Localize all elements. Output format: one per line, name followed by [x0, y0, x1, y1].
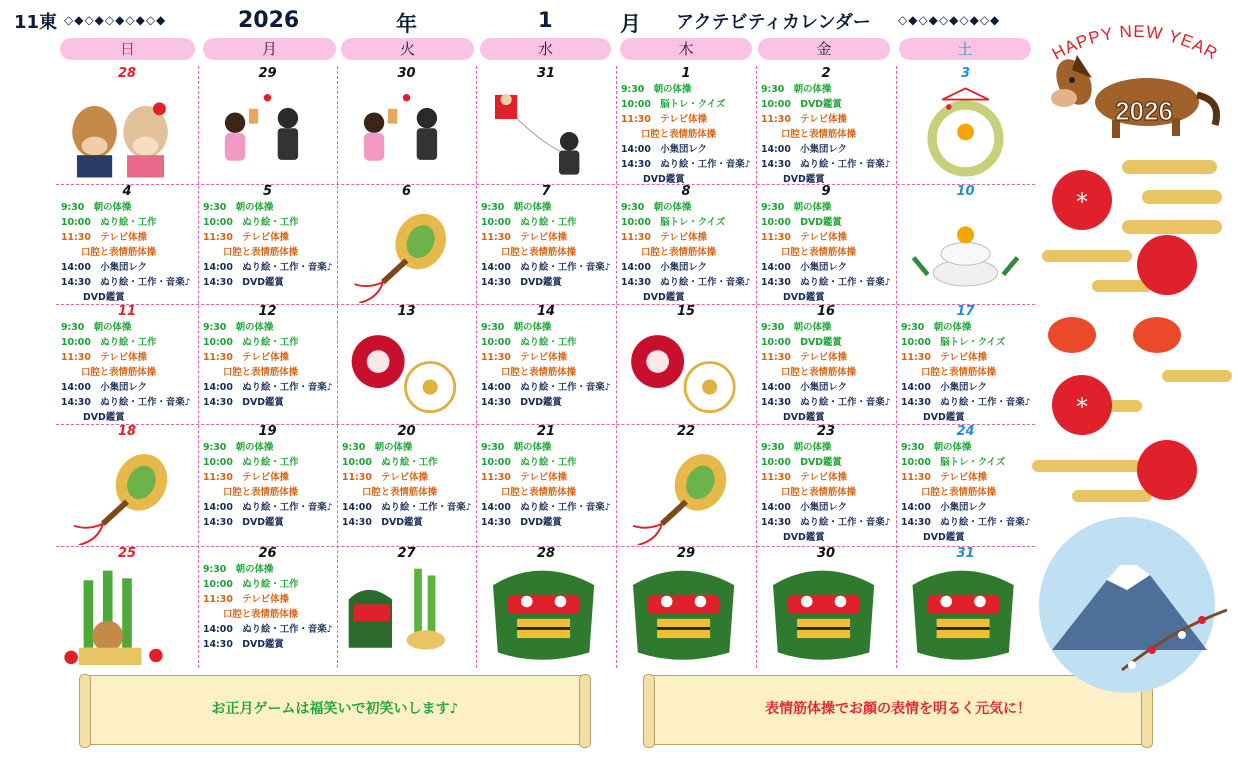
- day-number: 30: [816, 547, 836, 561]
- sea-bream-icon: [1048, 317, 1181, 353]
- weekday-header: 日: [60, 38, 195, 60]
- kozuchi-icon: [339, 199, 474, 303]
- activity-list: [203, 320, 335, 410]
- weekday-header: 金: [758, 38, 890, 60]
- activity-item: 9:30 朝の体操: [901, 442, 972, 453]
- activity-item: 10:00 ぬり絵・工作: [203, 337, 299, 348]
- activity-item: 口腔と表情筋体操: [223, 367, 299, 378]
- activity-item: 9:30 朝の体操: [761, 442, 832, 453]
- ward-name: 11東: [14, 12, 58, 33]
- activity-item: 10:00 ぬり絵・工作: [481, 457, 577, 468]
- activity-item: 14:00 ぬり絵・工作・音楽♪: [203, 382, 333, 393]
- activity-list: [481, 200, 614, 290]
- day-illustration: [898, 561, 1033, 667]
- activity-item: 14:30 ぬり絵・工作・音楽♪: [61, 277, 191, 288]
- activity-item: 14:30 ぬり絵・工作・音楽♪: [901, 517, 1031, 528]
- kozuchi-icon: [618, 439, 754, 545]
- activity-item: 11:30 テレビ体操: [203, 352, 289, 363]
- activity-item: 14:00 ぬり絵・工作・音楽♪: [203, 262, 333, 273]
- day-illustration: [478, 561, 614, 667]
- activity-item: DVD鑑賞: [783, 292, 825, 303]
- activity-item: 14:00 小集団レク: [621, 262, 707, 273]
- activity-item: 9:30 朝の体操: [203, 564, 274, 575]
- ume-flowers-icon: [618, 319, 754, 423]
- day-illustration: [339, 561, 474, 667]
- kadomatsu-horse-icon: [58, 561, 196, 667]
- badge-year: 2026: [1115, 96, 1173, 126]
- diamond-deco-left: ◇◆◇◆◇◆◇◆◇◆: [64, 13, 167, 27]
- activity-item: DVD鑑賞: [923, 412, 965, 423]
- day-number: 26: [258, 547, 277, 561]
- day-number: 14: [536, 305, 556, 319]
- day-number: 9: [821, 185, 831, 199]
- hanetsuki-kids-icon: [339, 81, 474, 183]
- shishimai-icon: [898, 561, 1033, 667]
- day-illustration: [898, 199, 1033, 303]
- activity-item: DVD鑑賞: [783, 174, 825, 183]
- activity-item: 9:30 朝の体操: [61, 322, 132, 333]
- day-number: 8: [681, 185, 691, 199]
- activity-item: 10:00 脳トレ・クイズ: [901, 457, 1006, 468]
- activity-item: 14:30 DVD鑑賞: [203, 517, 284, 528]
- day-number: 2: [821, 67, 831, 81]
- weekday-header: 木: [620, 38, 752, 60]
- activity-item: 11:30 テレビ体操: [761, 352, 847, 363]
- activity-item: 口腔と表情筋体操: [781, 367, 857, 378]
- activity-item: DVD鑑賞: [783, 412, 825, 423]
- day-illustration: [339, 199, 474, 303]
- day-number: 28: [536, 547, 556, 561]
- activity-item: 11:30 テレビ体操: [342, 472, 428, 483]
- shishimai-kadomatsu-icon: [339, 561, 474, 667]
- month-number: 1: [538, 8, 553, 32]
- activity-item: 口腔と表情筋体操: [921, 487, 997, 498]
- day-cell: [200, 185, 335, 303]
- day-cell: [618, 547, 754, 667]
- activity-item: 14:00 ぬり絵・工作・音楽♪: [342, 502, 472, 513]
- day-number: 22: [676, 425, 696, 439]
- day-illustration: [58, 81, 196, 183]
- activity-item: 14:00 小集団レク: [621, 144, 707, 155]
- activity-list: [342, 440, 474, 530]
- activity-item: 9:30 朝の体操: [61, 202, 132, 213]
- day-cell: [58, 425, 196, 545]
- activity-item: 11:30 テレビ体操: [61, 232, 147, 243]
- activity-item: 10:00 ぬり絵・工作: [203, 457, 299, 468]
- day-number: 17: [956, 305, 975, 319]
- activity-item: 口腔と表情筋体操: [921, 367, 997, 378]
- activity-item: 10:00 脳トレ・クイズ: [901, 337, 1006, 348]
- day-cell: [200, 425, 335, 545]
- day-number: 27: [397, 547, 416, 561]
- kite-boy-icon: [478, 81, 614, 183]
- activity-item: 10:00 ぬり絵・工作: [203, 579, 299, 590]
- activity-item: 口腔と表情筋体操: [223, 609, 299, 620]
- diamond-deco-right: ◇◆◇◆◇◆◇◆◇◆: [898, 13, 1001, 27]
- activity-item: 14:30 ぬり絵・工作・音楽♪: [761, 277, 891, 288]
- day-cell: [58, 67, 196, 183]
- day-number: 31: [956, 547, 975, 561]
- day-number: 12: [258, 305, 277, 319]
- activity-item: 14:00 ぬり絵・工作・音楽♪: [481, 502, 611, 513]
- day-illustration: [898, 81, 1033, 183]
- day-cell: [898, 185, 1033, 303]
- activity-item: 14:00 小集団レク: [901, 502, 987, 513]
- activity-item: 14:30 DVD鑑賞: [481, 397, 562, 408]
- activity-list: [481, 320, 614, 410]
- day-cell: [200, 547, 335, 667]
- day-number: 29: [258, 67, 277, 81]
- activity-item: 口腔と表情筋体操: [223, 487, 299, 498]
- day-cell: [478, 305, 614, 423]
- calendar-grid: [56, 66, 1035, 668]
- activity-item: 10:00 ぬり絵・工作: [481, 217, 577, 228]
- day-cell: [58, 305, 196, 423]
- activity-item: 14:30 DVD鑑賞: [481, 277, 562, 288]
- day-number: 30: [397, 67, 416, 81]
- activity-list: [761, 320, 894, 423]
- new-year-sidebar: [1032, 0, 1238, 758]
- activity-item: 14:00 小集団レク: [761, 144, 847, 155]
- activity-item: 10:00 ぬり絵・工作: [61, 337, 157, 348]
- activity-item: 11:30 テレビ体操: [203, 472, 289, 483]
- activity-item: 11:30 テレビ体操: [621, 114, 707, 125]
- activity-list: [901, 440, 1033, 545]
- day-cell: [758, 185, 894, 303]
- day-illustration: [339, 319, 474, 423]
- activity-item: DVD鑑賞: [923, 532, 965, 543]
- activity-item: 9:30 朝の体操: [203, 442, 274, 453]
- day-number: 24: [956, 425, 975, 439]
- ume-flowers-icon: [339, 319, 474, 423]
- activity-list: [61, 200, 196, 303]
- activity-item: 口腔と表情筋体操: [781, 487, 857, 498]
- activity-item: 10:00 脳トレ・クイズ: [621, 99, 726, 110]
- day-number: 4: [122, 185, 132, 199]
- day-number: 31: [536, 67, 556, 81]
- activity-item: 10:00 脳トレ・クイズ: [621, 217, 726, 228]
- day-illustration: [618, 319, 754, 423]
- activity-list: [761, 440, 894, 545]
- activity-list: [481, 440, 614, 530]
- activity-list: [621, 200, 754, 303]
- activity-item: 14:30 DVD鑑賞: [203, 639, 284, 650]
- activity-item: 口腔と表情筋体操: [641, 247, 717, 258]
- activity-list: [203, 440, 335, 530]
- activity-item: 14:00 小集団レク: [901, 382, 987, 393]
- activity-item: 11:30 テレビ体操: [481, 232, 567, 243]
- day-cell: [898, 425, 1033, 545]
- day-number: 29: [676, 547, 696, 561]
- day-number: 3: [960, 67, 971, 81]
- activity-item: 9:30 朝の体操: [481, 442, 552, 453]
- day-cell: [618, 425, 754, 545]
- activity-item: 11:30 テレビ体操: [761, 472, 847, 483]
- notice-scroll-right: 表情筋体操でお顔の表情を明るく元気に！: [648, 675, 1148, 745]
- day-number: 23: [816, 425, 836, 439]
- activity-item: 10:00 ぬり絵・工作: [61, 217, 157, 228]
- activity-item: 10:00 ぬり絵・工作: [481, 337, 577, 348]
- day-illustration: [618, 439, 754, 545]
- activity-list: [761, 200, 894, 303]
- shimekazari-icon: [898, 81, 1033, 183]
- day-cell: [58, 185, 196, 303]
- activity-item: DVD鑑賞: [643, 174, 685, 183]
- kozuchi-icon: [58, 439, 196, 545]
- weekday-header: 土: [899, 38, 1031, 60]
- activity-item: 9:30 朝の体操: [481, 202, 552, 213]
- day-number: 19: [258, 425, 277, 439]
- calendar-title: アクテビティカレンダー: [676, 12, 871, 33]
- activity-item: 10:00 DVD鑑賞: [761, 217, 842, 228]
- activity-item: 10:00 DVD鑑賞: [761, 457, 842, 468]
- activity-item: 11:30 テレビ体操: [761, 114, 847, 125]
- activity-item: 9:30 朝の体操: [901, 322, 972, 333]
- activity-item: 11:30 テレビ体操: [203, 232, 289, 243]
- day-number: 7: [541, 185, 551, 199]
- day-cell: [339, 547, 474, 667]
- activity-item: 14:00 ぬり絵・工作・音楽♪: [203, 502, 333, 513]
- activity-item: 10:00 DVD鑑賞: [761, 99, 842, 110]
- activity-item: 口腔と表情筋体操: [81, 247, 157, 258]
- activity-item: 11:30 テレビ体操: [481, 472, 567, 483]
- mount-fuji-icon: [1039, 517, 1227, 693]
- activity-item: 14:00 小集団レク: [61, 262, 147, 273]
- activity-item: DVD鑑賞: [83, 412, 125, 423]
- day-cell: [618, 305, 754, 423]
- day-number: 13: [397, 305, 416, 319]
- activity-item: 11:30 テレビ体操: [621, 232, 707, 243]
- day-number: 1: [681, 67, 691, 81]
- day-illustration: [758, 561, 894, 667]
- activity-item: 14:00 ぬり絵・工作・音楽♪: [481, 382, 611, 393]
- weekday-header: 火: [341, 38, 474, 60]
- activity-item: 14:30 ぬり絵・工作・音楽♪: [621, 159, 751, 170]
- day-illustration: [339, 81, 474, 183]
- day-number: 20: [397, 425, 416, 439]
- activity-item: 9:30 朝の体操: [203, 202, 274, 213]
- year-label: 年: [396, 12, 417, 36]
- activity-item: 9:30 朝の体操: [481, 322, 552, 333]
- activity-item: 9:30 朝の体操: [621, 202, 692, 213]
- day-number: 28: [117, 67, 137, 81]
- day-cell: [478, 547, 614, 667]
- activity-item: 14:30 DVD鑑賞: [342, 517, 423, 528]
- day-cell: [339, 185, 474, 303]
- horse-couple-icon: [58, 81, 196, 183]
- activity-item: 9:30 朝の体操: [761, 84, 832, 95]
- activity-item: 11:30 テレビ体操: [61, 352, 147, 363]
- day-cell: [758, 67, 894, 183]
- svg-text:*: *: [1076, 393, 1088, 421]
- shishimai-icon: [478, 561, 614, 667]
- activity-item: 9:30 朝の体操: [203, 322, 274, 333]
- day-cell: [758, 305, 894, 423]
- kagami-mochi-icon: [898, 199, 1033, 303]
- day-cell: [758, 425, 894, 545]
- activity-item: 14:00 小集団レク: [61, 382, 147, 393]
- activity-item: 10:00 DVD鑑賞: [761, 337, 842, 348]
- activity-item: 14:00 小集団レク: [761, 382, 847, 393]
- day-cell: [58, 547, 196, 667]
- activity-item: 口腔と表情筋体操: [81, 367, 157, 378]
- activity-item: 14:30 ぬり絵・工作・音楽♪: [761, 397, 891, 408]
- activity-item: 9:30 朝の体操: [342, 442, 413, 453]
- activity-item: 14:00 小集団レク: [761, 502, 847, 513]
- activity-item: DVD鑑賞: [83, 292, 125, 303]
- day-cell: [478, 67, 614, 183]
- greeting-text: HAPPY NEW YEAR: [1048, 21, 1222, 64]
- activity-item: 口腔と表情筋体操: [781, 247, 857, 258]
- activity-list: [761, 82, 894, 183]
- day-illustration: [58, 561, 196, 667]
- activity-item: 11:30 テレビ体操: [901, 472, 987, 483]
- activity-item: DVD鑑賞: [643, 292, 685, 303]
- shishimai-icon: [618, 561, 754, 667]
- activity-item: 10:00 ぬり絵・工作: [342, 457, 438, 468]
- activity-item: 14:30 ぬり絵・工作・音楽♪: [761, 517, 891, 528]
- activity-item: 口腔と表情筋体操: [223, 247, 299, 258]
- activity-item: 10:00 ぬり絵・工作: [203, 217, 299, 228]
- day-cell: [200, 67, 335, 183]
- day-illustration: [478, 81, 614, 183]
- activity-item: 口腔と表情筋体操: [501, 247, 577, 258]
- day-cell: [200, 305, 335, 423]
- activity-list: [61, 320, 196, 423]
- day-number: 25: [117, 547, 137, 561]
- day-number: 11: [117, 305, 137, 319]
- activity-item: 11:30 テレビ体操: [901, 352, 987, 363]
- day-cell: [758, 547, 894, 667]
- day-cell: [898, 305, 1033, 423]
- activity-list: [901, 320, 1033, 423]
- activity-item: 14:30 DVD鑑賞: [481, 517, 562, 528]
- day-cell: [898, 547, 1033, 667]
- day-cell: [339, 305, 474, 423]
- activity-list: [621, 82, 754, 183]
- day-illustration: [618, 561, 754, 667]
- day-number: 15: [676, 305, 696, 319]
- activity-item: 14:30 ぬり絵・工作・音楽♪: [621, 277, 751, 288]
- day-cell: [618, 185, 754, 303]
- activity-item: 14:00 ぬり絵・工作・音楽♪: [203, 624, 333, 635]
- activity-item: 9:30 朝の体操: [761, 202, 832, 213]
- activity-list: [203, 200, 335, 290]
- day-cell: [478, 185, 614, 303]
- day-illustration: [200, 81, 335, 183]
- day-cell: [898, 67, 1033, 183]
- activity-item: 9:30 朝の体操: [761, 322, 832, 333]
- weekday-header: 水: [480, 38, 611, 60]
- activity-item: 14:00 小集団レク: [761, 262, 847, 273]
- day-cell: [618, 67, 754, 183]
- activity-list: [203, 562, 335, 652]
- activity-item: 14:30 ぬり絵・工作・音楽♪: [901, 397, 1031, 408]
- day-number: 21: [536, 425, 556, 439]
- month-label: 月: [620, 12, 641, 36]
- activity-item: 口腔と表情筋体操: [641, 129, 717, 140]
- sidebar-illustration: [1032, 50, 1238, 750]
- notice-scroll-left: お正月ゲームは福笑いで初笑いします♪: [84, 675, 586, 745]
- day-number: 6: [401, 185, 412, 199]
- day-cell: [339, 425, 474, 545]
- activity-item: 14:30 ぬり絵・工作・音楽♪: [761, 159, 891, 170]
- activity-item: 11:30 テレビ体操: [481, 352, 567, 363]
- activity-item: 11:30 テレビ体操: [203, 594, 289, 605]
- svg-text:*: *: [1076, 188, 1088, 216]
- year-number: 2026: [238, 8, 300, 33]
- activity-item: 口腔と表情筋体操: [781, 129, 857, 140]
- day-cell: [478, 425, 614, 545]
- day-illustration: [58, 439, 196, 545]
- day-number: 10: [956, 185, 975, 199]
- shishimai-icon: [758, 561, 894, 667]
- weekday-header: 月: [203, 38, 336, 60]
- activity-item: 14:00 ぬり絵・工作・音楽♪: [481, 262, 611, 273]
- activity-item: 口腔と表情筋体操: [362, 487, 438, 498]
- day-number: 18: [117, 425, 137, 439]
- activity-item: DVD鑑賞: [783, 532, 825, 543]
- day-number: 16: [816, 305, 836, 319]
- activity-item: 9:30 朝の体操: [621, 84, 692, 95]
- activity-item: 14:30 ぬり絵・工作・音楽♪: [61, 397, 191, 408]
- hanetsuki-kids-icon: [200, 81, 335, 183]
- day-number: 5: [262, 185, 273, 199]
- activity-item: 口腔と表情筋体操: [501, 487, 577, 498]
- activity-item: 14:30 DVD鑑賞: [203, 397, 284, 408]
- day-cell: [339, 67, 474, 183]
- activity-item: 口腔と表情筋体操: [501, 367, 577, 378]
- activity-item: 11:30 テレビ体操: [761, 232, 847, 243]
- activity-item: 14:30 DVD鑑賞: [203, 277, 284, 288]
